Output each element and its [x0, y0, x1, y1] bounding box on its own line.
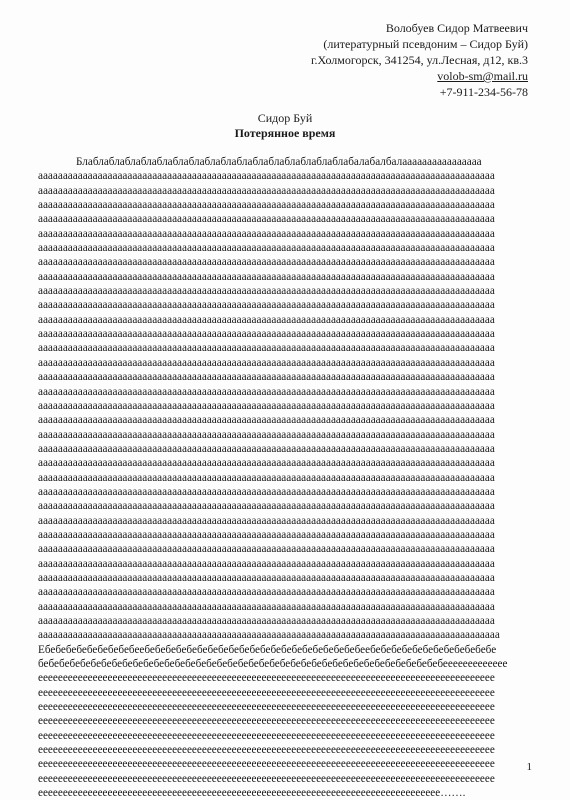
body-line: аааааааааааааааааааааааааааааааааааааааааааааааааааааааааааааааааааааааааааааааааааааааааааа [38, 428, 495, 441]
body-line: Блаблаблаблаблаблаблаблаблаблаблаблаблаблаблаблаблабалабалбалаааааааааааааааа [76, 156, 482, 168]
body-line: аааааааааааааааааааааааааааааааааааааааааааааааааааааааааааааааааааааааааааааааааааааааааааа [38, 170, 495, 183]
body-line: аааааааааааааааааааааааааааааааааааааааааааааааааааааааааааааааааааааааааааааааааааааааааааа [38, 313, 495, 326]
author-contact-block [311, 20, 528, 100]
body-line: аааааааааааааааааааааааааааааааааааааааааааааааааааааааааааааааааааааааааааааааааааааааааааа [38, 285, 495, 298]
body-line: ееееееееееееееееееееееееееееееееееееееееееееееееееееееееееееееееееееееееееееееееееееееееееее [38, 686, 495, 699]
body-line: аааааааааааааааааааааааааааааааааааааааааааааааааааааааааааааааааааааааааааааааааааааааааааа [38, 485, 495, 498]
body-line: аааааааааааааааааааааааааааааааааааааааааааааааааааааааааааааааааааааааааааааааааааааааааааа [38, 328, 495, 341]
body-line: аааааааааааааааааааааааааааааааааааааааааааааааааааааааааааааааааааааааааааааааааааааааааааа [38, 543, 495, 556]
body-line: аааааааааааааааааааааааааааааааааааааааааааааааааааааааааааааааааааааааааааааааааааааааааааа [38, 457, 495, 470]
body-line: Ебебебебебебебебебеебебебебебебебебебебебебебебебебебебебебебеебебебебебебебебебебебебе [38, 643, 497, 656]
body-line: аааааааааааааааааааааааааааааааааааааааааааааааааааааааааааааааааааааааааааааааааааааааааааа [38, 514, 495, 527]
body-line: ееееееееееееееееееееееееееееееееееееееееееееееееееееееееееееееееееееееееееееееееееееееееееее [38, 672, 495, 685]
body-line: бебебебебебебебебебебебебебебебебебебебебебебебебебебебебебебебебебебебебебебеееееееееееее [38, 658, 508, 671]
book-title: Потерянное время [234, 126, 336, 140]
body-line: аааааааааааааааааааааааааааааааааааааааааааааааааааааааааааааааааааааааааааааааааааааааааааа [38, 184, 495, 197]
body-line: аааааааааааааааааааааааааааааааааааааааааааааааааааааааааааааааааааааааааааааааааааааааааааа [38, 615, 495, 627]
body-line: аааааааааааааааааааааааааааааааааааааааааааааааааааааааааааааааааааааааааааааааааааааааааааа [38, 227, 495, 240]
body-line: аааааааааааааааааааааааааааааааааааааааааааааааааааааааааааааааааааааааааааааааааааааааааааа [38, 557, 495, 570]
body-line: аааааааааааааааааааааааааааааааааааааааааааааааааааааааааааааааааааааааааааааааааааааааааааа [38, 242, 495, 255]
body-line: аааааааааааааааааааааааааааааааааааааааааааааааааааааааааааааааааааааааааааааааааааааааааааа [38, 371, 495, 384]
author-address: г.Холмогорск, 341254, ул.Лесная, д12, кв.3 [310, 53, 528, 67]
body-line: аааааааааааааааааааааааааааааааааааааааааааааааааааааааааааааааааааааааааааааааааааааааааааа [38, 586, 495, 599]
body-line: аааааааааааааааааааааааааааааааааааааааааааааааааааааааааааааааааааааааааааааааааааааааааааа [38, 471, 495, 484]
body-line: ееееееееееееееееееееееееееееееееееееееееееееееееееееееееееееееееееееееееееееееееееееееееееее [38, 772, 495, 785]
body-line: ееееееееееееееееееееееееееееееееееееееееееееееееееееееееееееееееееееееееееееееееееееееееееее [38, 729, 495, 742]
body-line: ееееееееееееееееееееееееееееееееееееееееееееееееееееееееееееееееееееееееееееееееееееееееееее [38, 715, 495, 728]
body-line: аааааааааааааааааааааааааааааааааааааааааааааааааааааааааааааааааааааааааааааааааааааааааааа [38, 442, 495, 455]
body-line: аааааааааааааааааааааааааааааааааааааааааааааааааааааааааааааааааааааааааааааааааааааааааааа [38, 213, 495, 226]
page-number: 1 [526, 761, 532, 773]
body-line: аааааааааааааааааааааааааааааааааааааааааааааааааааааааааааааааааааааааааааааааааааааааааааа [38, 270, 495, 283]
body-line: еееееееееееееееееееееееееееееееееееееееееееееееееееееееееееееееееееееееееееееееее……. [38, 787, 466, 800]
body-line: аааааааааааааааааааааааааааааааааааааааааааааааааааааааааааааааааааааааааааааааааааааааааааа [38, 199, 495, 212]
body-line: ееееееееееееееееееееееееееееееееееееееееееееееееееееееееееееееееееееееееееееееееееееееееееее [38, 744, 495, 757]
body-line: ееееееееееееееееееееееееееееееееееееееееееееееееееееееееееееееееееееееееееееееееееееееееееее [38, 701, 495, 714]
body-line: аааааааааааааааааааааааааааааааааааааааааааааааааааааааааааааааааааааааааааааааааааааааааааа [38, 299, 495, 312]
title-block [0, 111, 570, 141]
author-pseudonym: (литературный псевдоним – Сидор Буй) [323, 37, 528, 51]
body-line: аааааааааааааааааааааааааааааааааааааааааааааааааааааааааааааааааааааааааааааааааааааааааааа [38, 356, 495, 369]
body-line: аааааааааааааааааааааааааааааааааааааааааааааааааааааааааааааааааааааааааааааааааааааааааааа [38, 256, 495, 269]
author-phone: +7-911-234-56-78 [439, 85, 528, 99]
body-line: ааааааааааааааааааааааааааааааааааааааааааааааааааааааааааааааааааааааааааааааааааааааааааааа [38, 629, 500, 642]
body-line: аааааааааааааааааааааааааааааааааааааааааааааааааааааааааааааааааааааааааааааааааааааааааааа [38, 399, 495, 412]
body-line: аааааааааааааааааааааааааааааааааааааааааааааааааааааааааааааааааааааааааааааааааааааааааааа [38, 500, 495, 513]
author-full-name: Волобуев Сидор Матвеевич [385, 21, 528, 35]
body-line: аааааааааааааааааааааааааааааааааааааааааааааааааааааааааааааааааааааааааааааааааааааааааааа [38, 342, 495, 355]
body-line: аааааааааааааааааааааааааааааааааааааааааааааааааааааааааааааааааааааааааааааааааааааааааааа [38, 528, 495, 541]
pen-name: Сидор Буй [257, 111, 313, 125]
body-line: аааааааааааааааааааааааааааааааааааааааааааааааааааааааааааааааааааааааааааааааааааааааааааа [38, 385, 495, 398]
body-line: аааааааааааааааааааааааааааааааааааааааааааааааааааааааааааааааааааааааааааааааааааааааааааа [38, 600, 495, 613]
body-text [38, 155, 532, 800]
body-line: аааааааааааааааааааааааааааааааааааааааааааааааааааааааааааааааааааааааааааааааааааааааааааа [38, 571, 495, 584]
body-line: ееееееееееееееееееееееееееееееееееееееееееееееееееееееееееееееееееееееееееееееееееееееееееее [38, 758, 495, 771]
author-email: volob-sm@mail.ru [437, 69, 528, 83]
body-line: аааааааааааааааааааааааааааааааааааааааааааааааааааааааааааааааааааааааааааааааааааааааааааа [38, 414, 495, 427]
